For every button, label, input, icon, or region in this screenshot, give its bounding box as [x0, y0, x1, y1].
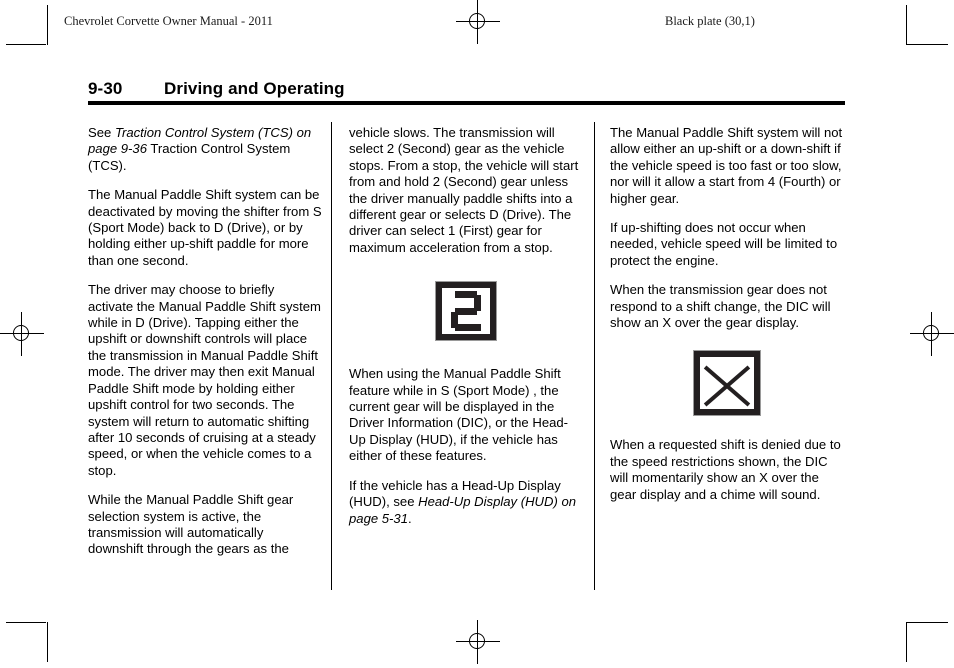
- crop-mark-top-right-horizontal: [907, 44, 948, 45]
- cross-reference[interactable]: Traction Control System (TCS) on page 9-36: [88, 125, 312, 157]
- body-paragraph: The Manual Paddle Shift system can be deactivated by moving the shifter from S (Sport Mode) back to D (Drive), or by holding either up-shift paddle for more than one second.: [88, 187, 322, 268]
- cross-reference[interactable]: Head-Up Display (HUD) on page 5-31: [349, 494, 577, 526]
- crop-mark-top-left-horizontal: [6, 44, 46, 45]
- registration-circle: [469, 633, 485, 649]
- column-divider-2: [594, 122, 595, 590]
- crop-mark-top-right-vertical: [906, 5, 907, 45]
- body-paragraph: The driver may choose to briefly activate the Manual Paddle Shift system while in D (Drive). Tapping either the upshift or downshift controls will place the transmission in Manual Paddle Shift mode. The driver may then exit Manual Paddle Shift mode by holding either upshift control for two seconds. The system will return to automatic shifting after 10 seconds of cruising at a steady speed, or when the vehicle comes to a stop.: [88, 282, 321, 478]
- segmented-digit-two-icon: [451, 291, 481, 331]
- crop-mark-bottom-left-horizontal: [6, 622, 46, 623]
- crop-mark-top-left-vertical: [47, 5, 48, 45]
- crop-mark-bottom-right-vertical: [906, 622, 907, 662]
- registration-mark-left: [0, 312, 44, 356]
- crop-mark-bottom-left-vertical: [47, 622, 48, 662]
- page-folio-number: 9-30: [88, 79, 123, 98]
- text-column-1: [88, 125, 322, 558]
- registration-mark-bottom: [456, 620, 500, 664]
- seven-segment-d: [455, 324, 481, 331]
- gear-indicator-2-icon-block: [349, 282, 583, 340]
- page-title: [88, 79, 345, 99]
- body-paragraph: While the Manual Paddle Shift gear selection system is active, the transmission will automatically downshift through the gears as the: [88, 492, 294, 557]
- running-head-left: Chevrolet Corvette Owner Manual - 2011: [64, 14, 273, 28]
- x-cross-icon: [700, 360, 754, 412]
- registration-circle: [923, 325, 939, 341]
- seven-segment-g: [455, 308, 477, 315]
- registration-mark-top: [456, 0, 500, 44]
- text-column-3: [610, 125, 844, 503]
- text-column-2: [349, 125, 583, 527]
- registration-mark-right: [910, 312, 954, 356]
- gear-indicator-2-icon: [436, 282, 496, 340]
- gear-denied-x-icon: [694, 351, 760, 415]
- body-paragraph: If up-shifting does not occur when needed, vehicle speed will be limited to protect the engine.: [610, 220, 838, 268]
- crop-mark-bottom-right-horizontal: [907, 622, 948, 623]
- body-paragraph: vehicle slows. The transmission will select 2 (Second) gear as the vehicle stops. From a stop, the vehicle will start from and hold 2 (Second) gear unless the driver manually paddle shifts into a different gear or selects D (Drive). The driver can select 1 (First) gear for maximum acceleration from a stop.: [349, 125, 579, 255]
- gear-denied-x-icon-block: [610, 351, 844, 415]
- body-paragraph: When using the Manual Paddle Shift feature while in S (Sport Mode) , the current gear will be displayed in the Driver Information (DIC), or the Head-Up Display (HUD), if the vehicle has either of these features.: [349, 366, 569, 464]
- title-rule: [88, 101, 845, 105]
- running-head-right: Black plate (30,1): [665, 14, 755, 28]
- registration-circle: [13, 325, 29, 341]
- body-paragraph: The Manual Paddle Shift system will not allow either an up-shift or a down-shift if the vehicle speed is too fast or too slow, nor will it allow a start from 4 (Fourth) or higher gear.: [610, 125, 843, 206]
- registration-circle: [469, 13, 485, 29]
- body-paragraph: If the vehicle has a Head-Up Display (HUD), see Head-Up Display (HUD) on page 5-31.: [349, 477, 577, 526]
- body-paragraph: When a requested shift is denied due to the speed restrictions shown, the DIC will momentarily show an X over the gear display and a chime will sound.: [610, 437, 841, 502]
- column-divider-1: [331, 122, 332, 590]
- section-title: Driving and Operating: [164, 79, 345, 98]
- body-paragraph: See Traction Control System (TCS) on page 9-36 Traction Control System (TCS).: [88, 125, 312, 173]
- body-paragraph: When the transmission gear does not respond to a shift change, the DIC will show an X over the gear display.: [610, 282, 831, 331]
